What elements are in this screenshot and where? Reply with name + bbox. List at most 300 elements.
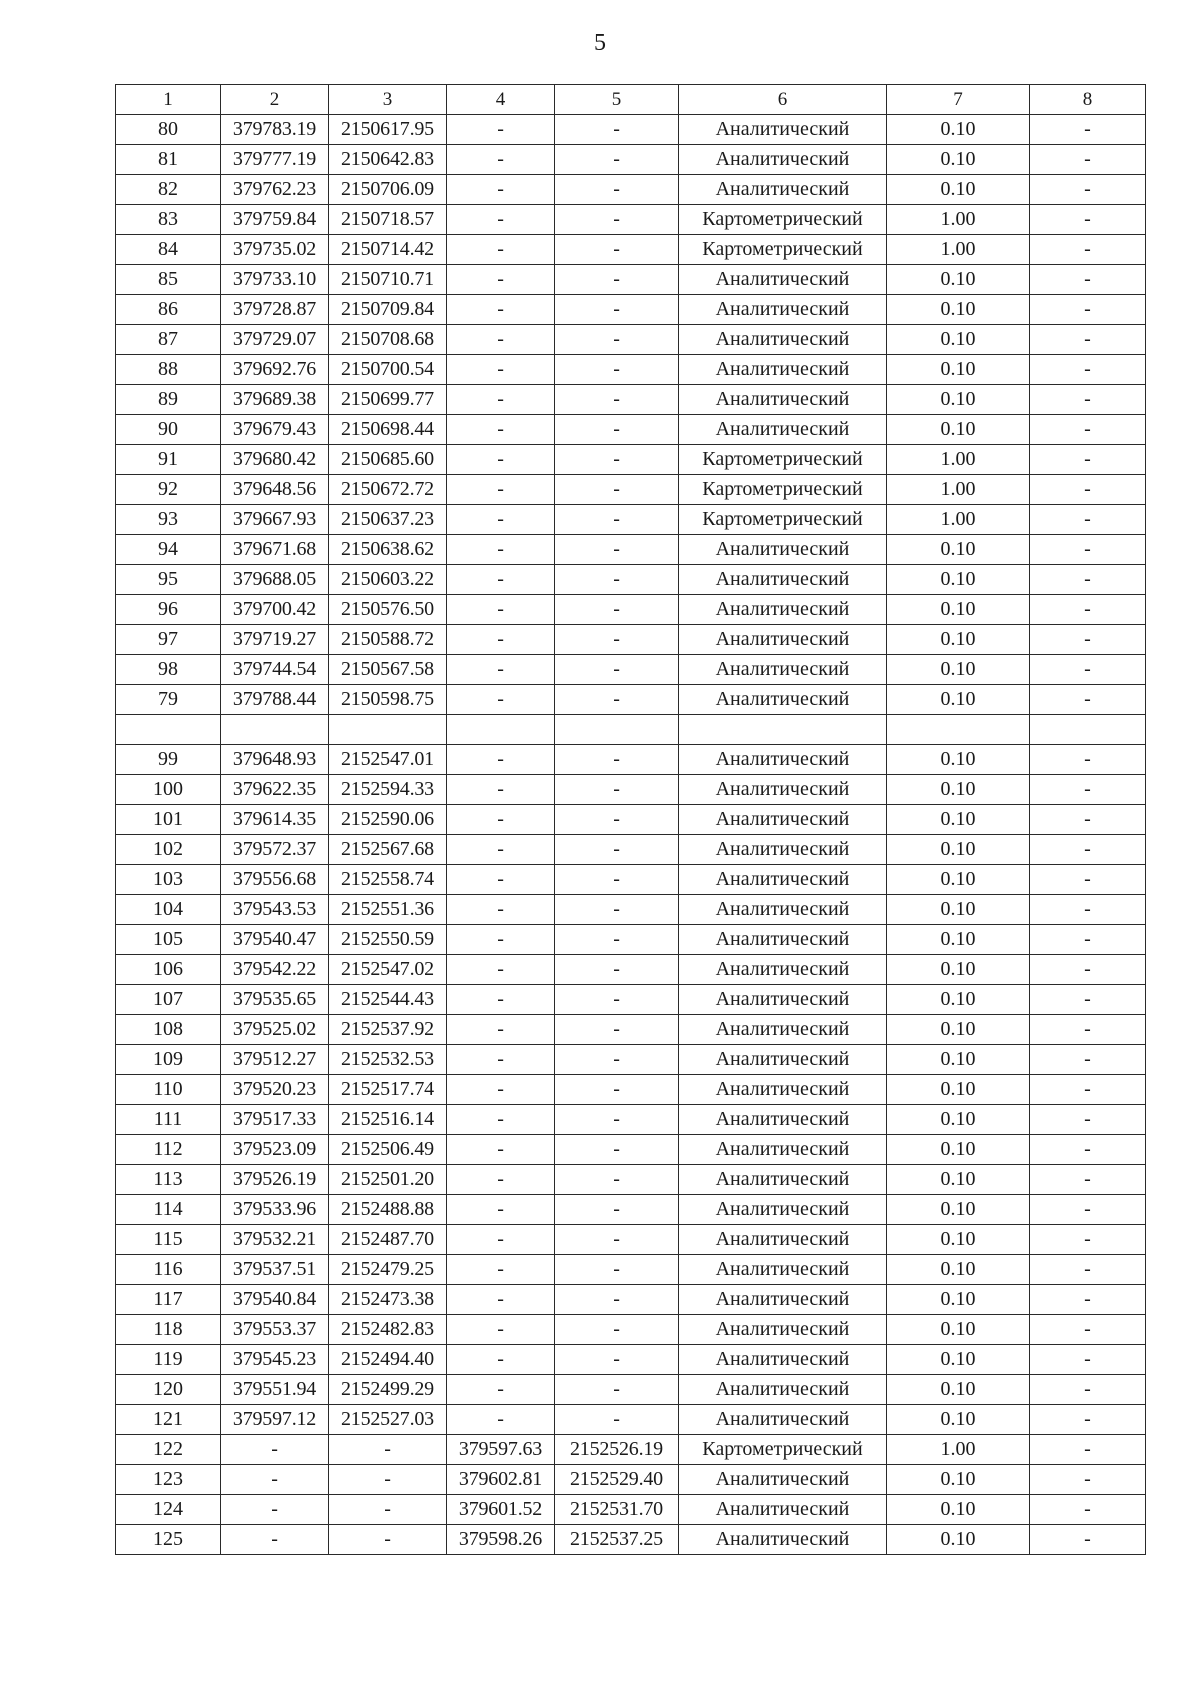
cell-x-coordinate-new: - <box>447 925 555 955</box>
cell-point-number: 122 <box>116 1435 221 1465</box>
cell-note: - <box>1030 775 1146 805</box>
cell-method: Аналитический <box>679 1015 887 1045</box>
table-header-row <box>116 85 1146 115</box>
cell-y-coordinate-new: - <box>555 505 679 535</box>
table-row <box>116 895 1146 925</box>
cell-accuracy: 0.10 <box>887 1105 1030 1135</box>
cell-y-coordinate-new: - <box>555 1255 679 1285</box>
cell-x-coordinate-new: - <box>447 295 555 325</box>
cell-x-coordinate-new: - <box>447 385 555 415</box>
cell-point-number <box>116 715 221 745</box>
cell-y-coordinate-new: - <box>555 1285 679 1315</box>
cell-x-coordinate-new: - <box>447 985 555 1015</box>
table-body <box>116 115 1146 1555</box>
cell-y-coordinate: 2152567.68 <box>329 835 447 865</box>
cell-x-coordinate: 379551.94 <box>221 1375 329 1405</box>
cell-y-coordinate-new: - <box>555 655 679 685</box>
cell-accuracy: 0.10 <box>887 1135 1030 1165</box>
cell-note: - <box>1030 1165 1146 1195</box>
cell-note: - <box>1030 1135 1146 1165</box>
cell-x-coordinate-new: - <box>447 775 555 805</box>
cell-x-coordinate-new: - <box>447 865 555 895</box>
cell-method: Картометрический <box>679 505 887 535</box>
cell-method: Аналитический <box>679 1135 887 1165</box>
cell-note: - <box>1030 1195 1146 1225</box>
cell-method: Аналитический <box>679 115 887 145</box>
cell-accuracy: 1.00 <box>887 475 1030 505</box>
cell-method: Аналитический <box>679 295 887 325</box>
cell-x-coordinate-new: - <box>447 895 555 925</box>
cell-point-number: 116 <box>116 1255 221 1285</box>
cell-point-number: 119 <box>116 1345 221 1375</box>
cell-point-number: 104 <box>116 895 221 925</box>
cell-x-coordinate: - <box>221 1525 329 1555</box>
cell-x-coordinate: 379719.27 <box>221 625 329 655</box>
cell-y-coordinate-new: - <box>555 1015 679 1045</box>
cell-x-coordinate: 379540.84 <box>221 1285 329 1315</box>
cell-method: Аналитический <box>679 655 887 685</box>
cell-accuracy: 0.10 <box>887 745 1030 775</box>
cell-x-coordinate-new: - <box>447 685 555 715</box>
cell-x-coordinate-new: - <box>447 1375 555 1405</box>
cell-accuracy: 0.10 <box>887 1285 1030 1315</box>
cell-method: Аналитический <box>679 925 887 955</box>
cell-y-coordinate: 2150706.09 <box>329 175 447 205</box>
cell-point-number: 94 <box>116 535 221 565</box>
cell-y-coordinate-new: - <box>555 1075 679 1105</box>
cell-accuracy: 0.10 <box>887 415 1030 445</box>
cell-point-number: 86 <box>116 295 221 325</box>
cell-x-coordinate: 379622.35 <box>221 775 329 805</box>
cell-y-coordinate <box>329 715 447 745</box>
cell-point-number: 106 <box>116 955 221 985</box>
cell-note: - <box>1030 235 1146 265</box>
cell-x-coordinate: 379614.35 <box>221 805 329 835</box>
cell-x-coordinate-new: - <box>447 1165 555 1195</box>
cell-method: Аналитический <box>679 145 887 175</box>
cell-method: Аналитический <box>679 595 887 625</box>
cell-x-coordinate: 379783.19 <box>221 115 329 145</box>
table-row <box>116 1375 1146 1405</box>
cell-x-coordinate: 379525.02 <box>221 1015 329 1045</box>
cell-y-coordinate-new: - <box>555 835 679 865</box>
cell-point-number: 98 <box>116 655 221 685</box>
cell-y-coordinate-new: - <box>555 805 679 835</box>
cell-method: Аналитический <box>679 625 887 655</box>
cell-point-number: 105 <box>116 925 221 955</box>
cell-point-number: 103 <box>116 865 221 895</box>
cell-y-coordinate: 2152532.53 <box>329 1045 447 1075</box>
cell-y-coordinate: 2152482.83 <box>329 1315 447 1345</box>
cell-accuracy: 0.10 <box>887 985 1030 1015</box>
cell-y-coordinate: - <box>329 1525 447 1555</box>
cell-point-number: 113 <box>116 1165 221 1195</box>
cell-point-number: 100 <box>116 775 221 805</box>
cell-x-coordinate: 379689.38 <box>221 385 329 415</box>
cell-y-coordinate-new: - <box>555 1195 679 1225</box>
cell-y-coordinate-new: 2152537.25 <box>555 1525 679 1555</box>
cell-x-coordinate: 379728.87 <box>221 295 329 325</box>
cell-y-coordinate: 2152527.03 <box>329 1405 447 1435</box>
cell-point-number: 124 <box>116 1495 221 1525</box>
cell-note: - <box>1030 1435 1146 1465</box>
cell-x-coordinate-new: - <box>447 505 555 535</box>
cell-y-coordinate: 2150698.44 <box>329 415 447 445</box>
cell-y-coordinate: 2150700.54 <box>329 355 447 385</box>
cell-x-coordinate: 379517.33 <box>221 1105 329 1135</box>
cell-method: Аналитический <box>679 355 887 385</box>
cell-y-coordinate: 2150588.72 <box>329 625 447 655</box>
table-row <box>116 805 1146 835</box>
cell-note: - <box>1030 505 1146 535</box>
cell-x-coordinate-new: - <box>447 1105 555 1135</box>
cell-y-coordinate-new: - <box>555 1375 679 1405</box>
cell-y-coordinate: 2150642.83 <box>329 145 447 175</box>
cell-method: Аналитический <box>679 1315 887 1345</box>
cell-accuracy: 0.10 <box>887 1375 1030 1405</box>
cell-x-coordinate: 379537.51 <box>221 1255 329 1285</box>
cell-x-coordinate: 379542.22 <box>221 955 329 985</box>
cell-y-coordinate-new <box>555 715 679 745</box>
cell-method: Аналитический <box>679 1225 887 1255</box>
cell-accuracy: 0.10 <box>887 1465 1030 1495</box>
cell-y-coordinate-new: - <box>555 415 679 445</box>
cell-point-number: 96 <box>116 595 221 625</box>
table-row <box>116 865 1146 895</box>
cell-accuracy: 1.00 <box>887 205 1030 235</box>
cell-y-coordinate: 2150714.42 <box>329 235 447 265</box>
cell-y-coordinate: 2150709.84 <box>329 295 447 325</box>
cell-note: - <box>1030 385 1146 415</box>
cell-x-coordinate: 379735.02 <box>221 235 329 265</box>
cell-accuracy: 0.10 <box>887 385 1030 415</box>
cell-note: - <box>1030 895 1146 925</box>
cell-point-number: 110 <box>116 1075 221 1105</box>
table-row <box>116 925 1146 955</box>
cell-point-number: 89 <box>116 385 221 415</box>
cell-note: - <box>1030 1045 1146 1075</box>
cell-y-coordinate-new: - <box>555 865 679 895</box>
cell-y-coordinate-new: - <box>555 535 679 565</box>
cell-accuracy: 0.10 <box>887 805 1030 835</box>
table-row <box>116 325 1146 355</box>
cell-point-number: 114 <box>116 1195 221 1225</box>
cell-point-number: 81 <box>116 145 221 175</box>
cell-note: - <box>1030 805 1146 835</box>
cell-method: Аналитический <box>679 1165 887 1195</box>
column-header-6: 6 <box>679 85 887 115</box>
cell-y-coordinate: 2152594.33 <box>329 775 447 805</box>
cell-note: - <box>1030 445 1146 475</box>
cell-method: Аналитический <box>679 265 887 295</box>
cell-method: Аналитический <box>679 1285 887 1315</box>
cell-method: Аналитический <box>679 1375 887 1405</box>
cell-method: Аналитический <box>679 1075 887 1105</box>
cell-x-coordinate-new: - <box>447 955 555 985</box>
table-row <box>116 535 1146 565</box>
table-row <box>116 1225 1146 1255</box>
cell-y-coordinate: 2150617.95 <box>329 115 447 145</box>
cell-note: - <box>1030 265 1146 295</box>
cell-point-number: 97 <box>116 625 221 655</box>
cell-note: - <box>1030 745 1146 775</box>
cell-method: Аналитический <box>679 175 887 205</box>
cell-method <box>679 715 887 745</box>
table-row <box>116 1285 1146 1315</box>
table-row <box>116 1195 1146 1225</box>
cell-note: - <box>1030 955 1146 985</box>
cell-method: Картометрический <box>679 235 887 265</box>
cell-method: Аналитический <box>679 1255 887 1285</box>
table-row <box>116 1345 1146 1375</box>
cell-x-coordinate: - <box>221 1435 329 1465</box>
cell-note: - <box>1030 295 1146 325</box>
cell-accuracy: 0.10 <box>887 535 1030 565</box>
cell-method: Аналитический <box>679 805 887 835</box>
cell-method: Аналитический <box>679 685 887 715</box>
cell-accuracy: 0.10 <box>887 1405 1030 1435</box>
cell-accuracy: 0.10 <box>887 1045 1030 1075</box>
cell-x-coordinate-new: - <box>447 625 555 655</box>
cell-y-coordinate: 2150637.23 <box>329 505 447 535</box>
cell-x-coordinate: 379532.21 <box>221 1225 329 1255</box>
cell-x-coordinate: 379667.93 <box>221 505 329 535</box>
cell-y-coordinate: 2152501.20 <box>329 1165 447 1195</box>
table-row <box>116 625 1146 655</box>
cell-y-coordinate-new: - <box>555 265 679 295</box>
cell-x-coordinate: 379533.96 <box>221 1195 329 1225</box>
cell-x-coordinate-new: - <box>447 415 555 445</box>
cell-x-coordinate-new: - <box>447 1075 555 1105</box>
cell-y-coordinate-new: - <box>555 775 679 805</box>
cell-accuracy: 0.10 <box>887 835 1030 865</box>
cell-accuracy: 0.10 <box>887 625 1030 655</box>
cell-method: Аналитический <box>679 1195 887 1225</box>
cell-x-coordinate-new: - <box>447 565 555 595</box>
cell-x-coordinate-new: 379601.52 <box>447 1495 555 1525</box>
table-row <box>116 1405 1146 1435</box>
cell-x-coordinate: 379733.10 <box>221 265 329 295</box>
cell-point-number: 91 <box>116 445 221 475</box>
cell-x-coordinate: 379777.19 <box>221 145 329 175</box>
cell-y-coordinate: 2152551.36 <box>329 895 447 925</box>
cell-note: - <box>1030 1465 1146 1495</box>
cell-x-coordinate-new: - <box>447 175 555 205</box>
cell-point-number: 107 <box>116 985 221 1015</box>
cell-accuracy: 0.10 <box>887 655 1030 685</box>
cell-note: - <box>1030 205 1146 235</box>
cell-note: - <box>1030 1075 1146 1105</box>
cell-y-coordinate: 2152547.01 <box>329 745 447 775</box>
cell-y-coordinate-new: - <box>555 745 679 775</box>
cell-y-coordinate-new: - <box>555 385 679 415</box>
cell-point-number: 101 <box>116 805 221 835</box>
cell-note: - <box>1030 1405 1146 1435</box>
cell-x-coordinate: 379671.68 <box>221 535 329 565</box>
cell-x-coordinate: 379553.37 <box>221 1315 329 1345</box>
cell-method: Аналитический <box>679 985 887 1015</box>
cell-y-coordinate-new: - <box>555 1345 679 1375</box>
cell-x-coordinate-new: - <box>447 805 555 835</box>
cell-x-coordinate: 379526.19 <box>221 1165 329 1195</box>
cell-y-coordinate: 2152517.74 <box>329 1075 447 1105</box>
cell-x-coordinate-new: 379598.26 <box>447 1525 555 1555</box>
cell-y-coordinate-new: - <box>555 625 679 655</box>
cell-x-coordinate-new: - <box>447 355 555 385</box>
cell-y-coordinate-new: 2152526.19 <box>555 1435 679 1465</box>
cell-point-number: 108 <box>116 1015 221 1045</box>
cell-point-number: 125 <box>116 1525 221 1555</box>
cell-accuracy: 0.10 <box>887 1525 1030 1555</box>
cell-x-coordinate-new: - <box>447 1015 555 1045</box>
cell-point-number: 85 <box>116 265 221 295</box>
cell-accuracy: 0.10 <box>887 685 1030 715</box>
cell-y-coordinate: 2152516.14 <box>329 1105 447 1135</box>
cell-accuracy: 0.10 <box>887 1195 1030 1225</box>
cell-y-coordinate: 2152506.49 <box>329 1135 447 1165</box>
cell-x-coordinate: 379692.76 <box>221 355 329 385</box>
cell-method: Аналитический <box>679 1045 887 1075</box>
cell-point-number: 118 <box>116 1315 221 1345</box>
cell-method: Аналитический <box>679 415 887 445</box>
cell-y-coordinate-new: - <box>555 1135 679 1165</box>
cell-note: - <box>1030 145 1146 175</box>
cell-accuracy: 0.10 <box>887 565 1030 595</box>
cell-point-number: 121 <box>116 1405 221 1435</box>
cell-note: - <box>1030 1015 1146 1045</box>
table-row <box>116 265 1146 295</box>
cell-y-coordinate: 2152537.92 <box>329 1015 447 1045</box>
cell-y-coordinate-new: - <box>555 325 679 355</box>
cell-x-coordinate-new: - <box>447 445 555 475</box>
cell-x-coordinate: 379535.65 <box>221 985 329 1015</box>
cell-accuracy: 0.10 <box>887 1255 1030 1285</box>
cell-x-coordinate: - <box>221 1495 329 1525</box>
cell-method: Аналитический <box>679 865 887 895</box>
table-row <box>116 685 1146 715</box>
cell-x-coordinate: 379788.44 <box>221 685 329 715</box>
cell-accuracy: 0.10 <box>887 595 1030 625</box>
cell-method: Аналитический <box>679 955 887 985</box>
cell-x-coordinate: 379679.43 <box>221 415 329 445</box>
cell-x-coordinate: - <box>221 1465 329 1495</box>
cell-y-coordinate-new: - <box>555 895 679 925</box>
cell-point-number: 90 <box>116 415 221 445</box>
table-row <box>116 1465 1146 1495</box>
cell-note: - <box>1030 835 1146 865</box>
cell-method: Аналитический <box>679 565 887 595</box>
cell-y-coordinate: 2152558.74 <box>329 865 447 895</box>
table-row <box>116 145 1146 175</box>
cell-x-coordinate-new: - <box>447 265 555 295</box>
cell-y-coordinate: 2152479.25 <box>329 1255 447 1285</box>
cell-x-coordinate: 379597.12 <box>221 1405 329 1435</box>
cell-note: - <box>1030 1225 1146 1255</box>
cell-y-coordinate-new: - <box>555 685 679 715</box>
cell-accuracy: 0.10 <box>887 325 1030 355</box>
cell-accuracy: 0.10 <box>887 1315 1030 1345</box>
cell-accuracy: 0.10 <box>887 145 1030 175</box>
cell-method: Картометрический <box>679 475 887 505</box>
cell-note: - <box>1030 325 1146 355</box>
coordinates-table <box>115 84 1146 1555</box>
cell-y-coordinate: 2152547.02 <box>329 955 447 985</box>
cell-y-coordinate: 2150699.77 <box>329 385 447 415</box>
cell-accuracy: 0.10 <box>887 355 1030 385</box>
cell-note: - <box>1030 565 1146 595</box>
cell-y-coordinate-new: - <box>555 1225 679 1255</box>
cell-accuracy: 0.10 <box>887 1225 1030 1255</box>
page-number: 5 <box>594 30 606 56</box>
cell-note: - <box>1030 685 1146 715</box>
cell-note: - <box>1030 1495 1146 1525</box>
cell-point-number: 83 <box>116 205 221 235</box>
cell-accuracy <box>887 715 1030 745</box>
cell-point-number: 80 <box>116 115 221 145</box>
cell-y-coordinate: 2152488.88 <box>329 1195 447 1225</box>
cell-accuracy: 0.10 <box>887 265 1030 295</box>
table-row <box>116 715 1146 745</box>
cell-y-coordinate-new: - <box>555 985 679 1015</box>
cell-note: - <box>1030 925 1146 955</box>
cell-note: - <box>1030 1315 1146 1345</box>
cell-method: Картометрический <box>679 205 887 235</box>
cell-y-coordinate: 2150685.60 <box>329 445 447 475</box>
table-row <box>116 1135 1146 1165</box>
cell-x-coordinate-new: - <box>447 1135 555 1165</box>
cell-note: - <box>1030 415 1146 445</box>
cell-x-coordinate-new: - <box>447 475 555 505</box>
table-row <box>116 175 1146 205</box>
cell-accuracy: 0.10 <box>887 925 1030 955</box>
cell-y-coordinate: - <box>329 1465 447 1495</box>
table-row <box>116 115 1146 145</box>
table-row <box>116 1255 1146 1285</box>
table-row <box>116 235 1146 265</box>
cell-y-coordinate: 2152487.70 <box>329 1225 447 1255</box>
cell-y-coordinate-new: - <box>555 475 679 505</box>
cell-y-coordinate-new: - <box>555 1045 679 1075</box>
cell-method: Картометрический <box>679 1435 887 1465</box>
cell-x-coordinate-new: - <box>447 535 555 565</box>
cell-x-coordinate: 379520.23 <box>221 1075 329 1105</box>
table-row <box>116 445 1146 475</box>
table-row <box>116 565 1146 595</box>
table-row <box>116 955 1146 985</box>
cell-note: - <box>1030 535 1146 565</box>
cell-accuracy: 0.10 <box>887 1015 1030 1045</box>
cell-point-number: 117 <box>116 1285 221 1315</box>
cell-y-coordinate-new: - <box>555 1165 679 1195</box>
cell-x-coordinate-new: - <box>447 595 555 625</box>
cell-accuracy: 0.10 <box>887 1075 1030 1105</box>
cell-x-coordinate: 379512.27 <box>221 1045 329 1075</box>
cell-x-coordinate-new: - <box>447 1315 555 1345</box>
cell-x-coordinate-new: - <box>447 1225 555 1255</box>
cell-y-coordinate: 2152499.29 <box>329 1375 447 1405</box>
table-row <box>116 1315 1146 1345</box>
cell-method: Аналитический <box>679 1525 887 1555</box>
cell-point-number: 115 <box>116 1225 221 1255</box>
cell-x-coordinate-new: - <box>447 115 555 145</box>
column-header-4: 4 <box>447 85 555 115</box>
cell-point-number: 99 <box>116 745 221 775</box>
cell-y-coordinate: 2152473.38 <box>329 1285 447 1315</box>
column-header-3: 3 <box>329 85 447 115</box>
cell-note: - <box>1030 625 1146 655</box>
cell-point-number: 79 <box>116 685 221 715</box>
cell-y-coordinate: 2150710.71 <box>329 265 447 295</box>
